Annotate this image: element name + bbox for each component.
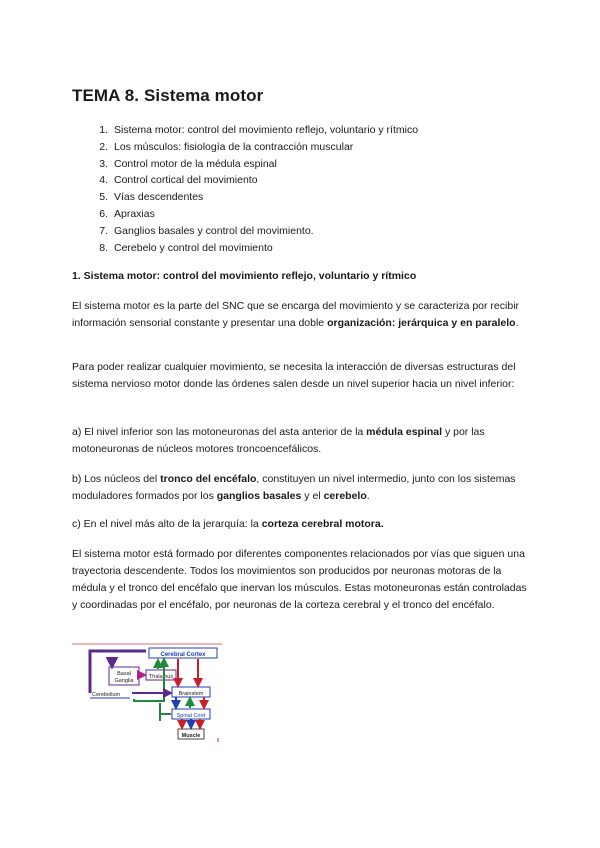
cerebellum-label: Cerebellum	[92, 692, 121, 698]
table-of-contents	[72, 122, 542, 256]
section-heading: 1. Sistema motor: control del movimiento reflejo, voluntario y rítmico	[72, 270, 417, 282]
toc-item: 3. Control motor de la médula espinal	[99, 157, 277, 170]
muscle-label: Muscle	[181, 733, 201, 739]
toc-item: 2. Los músculos: fisiología de la contracción muscular	[99, 140, 354, 153]
motor-system-diagram	[72, 641, 222, 743]
brainstem-label: Brainstem	[178, 691, 204, 697]
toc-item: 1. Sistema motor: control del movimiento reflejo, voluntario y rítmico	[99, 124, 419, 136]
paragraph-components: El sistema motor está formado por diferentes componentes relacionados por vías que siguen una trayectoria descendente. Todos los movimientos son producidos por neuronas motoras de la médula y el tronco del encéfalo que inervan los músculos. Estas motoneuronas están controladas y coordinadas por el encéfalo, por neuronas de la corteza cerebral y el tronco del encéfalo.	[72, 548, 527, 611]
page-title: TEMA 8. Sistema motor	[72, 86, 264, 105]
paragraph-level-a: a) El nivel inferior son las motoneuronas del asta anterior de la médula espinal y por las motoneuronas de núcleos motores troncoencefálicos.	[72, 426, 485, 455]
paragraph-definition: El sistema motor es la parte del SNC que se encarga del movimiento y se caracteriza por recibir información sensorial constante y presentar una doble organización: jerárquica y en paralelo.	[72, 300, 520, 329]
toc-item: 4. Control cortical del movimiento	[99, 174, 258, 187]
cortex-label: Cerebral Cortex	[160, 652, 206, 658]
basal-ganglia-label-2: Ganglia	[114, 678, 134, 684]
spinal-cord-label: Spinal Cord	[176, 713, 206, 719]
toc-item: 8. Cerebelo y control del movimiento	[99, 241, 273, 254]
paragraph-level-b: b) Los núcleos del tronco del encéfalo, constituyen un nivel intermedio, junto con los sistemas moduladores formados por los ganglios basales y el cerebelo.	[72, 473, 516, 502]
toc-item: 6. Apraxias	[99, 207, 155, 220]
thalamus-label: Thalamus	[148, 674, 174, 680]
paragraph-interaction: Para poder realizar cualquier movimiento, se necesita la interacción de diversas estructuras del sistema nervioso motor donde las órdenes salen desde un nivel superior hacia un nivel inferior:	[72, 361, 516, 390]
toc-item: 7. Ganglios basales y control del movimiento.	[99, 224, 314, 237]
toc-item: 5. Vías descendentes	[99, 191, 204, 204]
paragraph-level-c: c) En el nivel más alto de la jerarquía: la corteza cerebral motora.	[72, 518, 384, 530]
basal-ganglia-label: Basal	[117, 671, 131, 677]
